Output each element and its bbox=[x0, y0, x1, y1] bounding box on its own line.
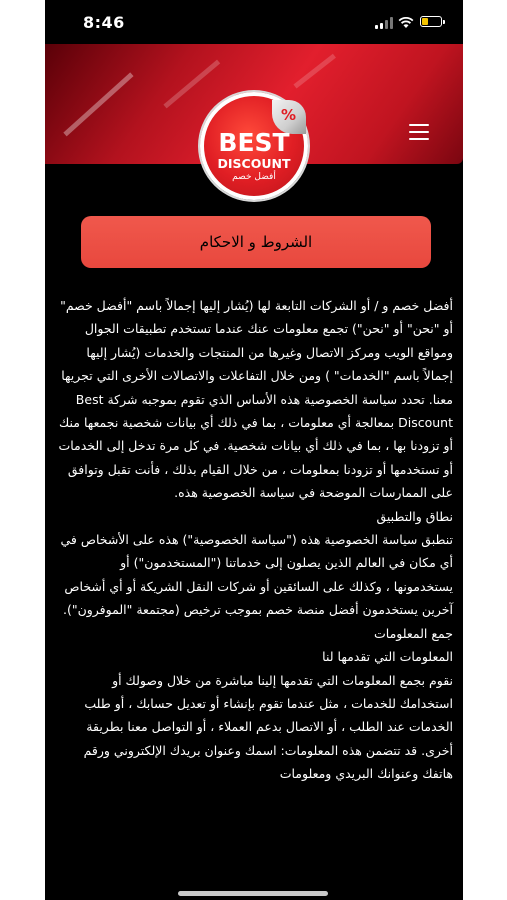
phone-screen bbox=[45, 0, 463, 900]
menu-hamburger-icon[interactable] bbox=[409, 124, 429, 140]
terms-paragraph-collection: نقوم بجمع المعلومات التي تقدمها إلينا مباشرة من خلال وصولك أو استخدامك للخدمات ، مثل عندما تقوم بإنشاء أو تعديل حسابك ، أو طلب الخدمات عند الطلب ، أو الاتصال بدعم العملاء ، أو التواصل معنا بطريقة أخرى. قد تتضمن هذه المعلومات: اسمك وعنوان بريدك الإلكتروني ورقم هاتفك وعنوانك البريدي ومعلومات bbox=[83, 672, 453, 782]
terms-paragraph-intro: أفضل خصم و / أو الشركات التابعة لها (يُشار إليها إجمالاً باسم "أفضل خصم" أو "نحن" أو "نحن") تجمع معلومات عنك عندما تستخدم تطبيقات الجوال ومواقع الويب ومركز الاتصال وغيرها من المنتجات والخدمات (يُشار إليها إجمالاً باسم "الخدمات" ) ومن خلال التفاعلات والاتصالات الأخرى التي تجريها معنا. تحدد سياسة الخصوصية هذه الأساس الذي تقوم بموجبه شركة Best Discount بمعالجة أي معلومات ، بما في ذلك أي بيانات شخصية نجمعها منك أو تزودنا بها ، بما في ذلك أي بيانات شخصية. في كل مرة تدخل إلى الخدمات أو تستخدمها أو تزودنا بمعلومات ، من خلال القيام بذلك ، فأنت تقبل وتوافق على الممارسات الموضحة في سياسة الخصوصية هذه. bbox=[58, 298, 453, 501]
best-discount-logo bbox=[200, 92, 308, 200]
status-time: 8:46 bbox=[83, 13, 125, 32]
terms-paragraph-scope: تنطبق سياسة الخصوصية هذه ("سياسة الخصوصية") هذه على الأشخاص في أي مكان في العالم الذين يصلون إلى خدماتنا ("المستخدمون") أو يستخدمونها ، وكذلك على السائقين أو شركات النقل الشريكة أو أي أشخاص آخرين يستخدمون أفضل منصة خصم بموجب ترخيص (مجتمعة "الموفرون"). bbox=[60, 532, 453, 618]
section-subheading-provided: المعلومات التي تقدمها لنا bbox=[322, 649, 453, 665]
logo-arabic-subtitle: أفضل خصم bbox=[232, 172, 276, 182]
logo-best-text: BEST bbox=[218, 128, 290, 157]
status-bar bbox=[45, 0, 463, 44]
logo-percent: % bbox=[280, 106, 296, 124]
battery-icon bbox=[420, 16, 442, 27]
wifi-icon bbox=[398, 15, 414, 29]
terms-content bbox=[57, 294, 453, 786]
section-heading-collection: جمع المعلومات bbox=[374, 625, 453, 641]
cellular-signal-icon bbox=[375, 17, 393, 29]
terms-title-button[interactable]: الشروط و الاحكام bbox=[81, 216, 431, 268]
section-heading-scope: نطاق والتطبيق bbox=[376, 508, 453, 524]
home-indicator[interactable] bbox=[178, 891, 328, 896]
logo-discount-text: DISCOUNT bbox=[217, 156, 291, 171]
